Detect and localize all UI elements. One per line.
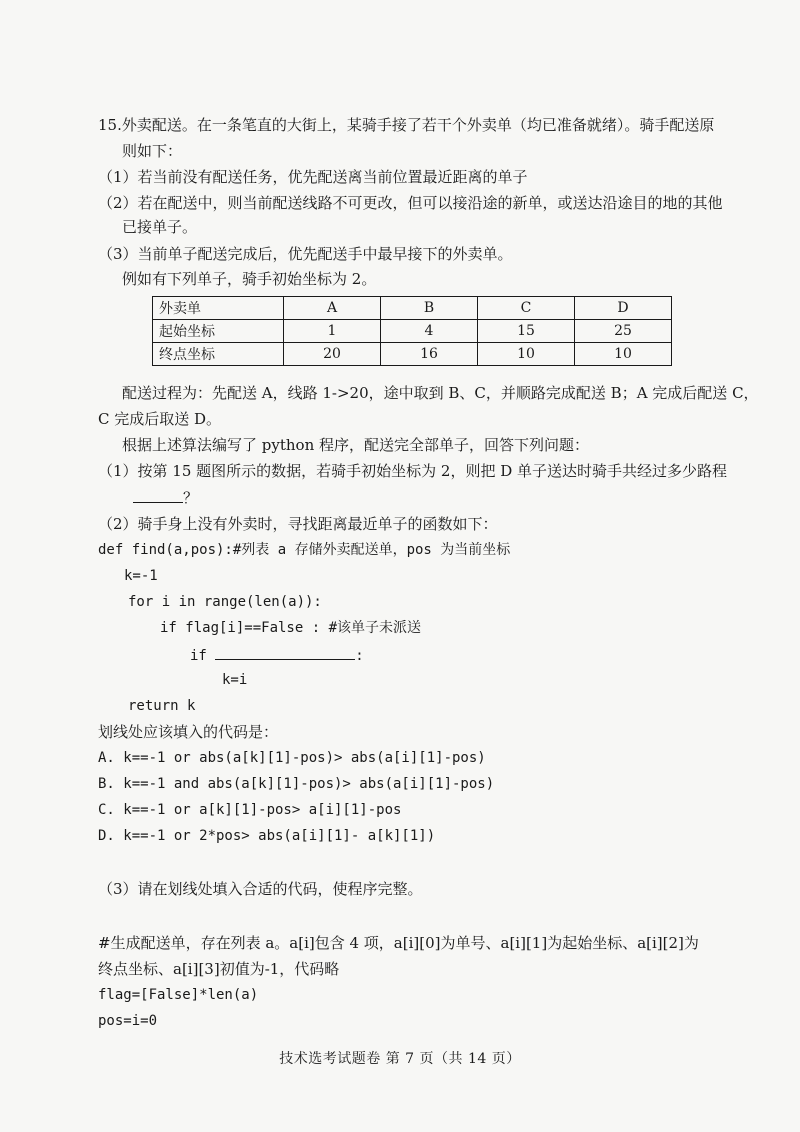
process-intro: 根据上述算法编写了 python 程序，配送完全部单子，回答下列问题： xyxy=(122,436,589,454)
table-cell: C xyxy=(478,297,575,320)
q3-text: （3）请在划线处填入合适的代码，使程序完整。 xyxy=(98,880,423,898)
table-cell: A xyxy=(284,297,381,320)
table-row xyxy=(153,320,672,343)
example-intro: 例如有下列单子，骑手初始坐标为 2。 xyxy=(122,270,377,288)
code-for-line: for i in range(len(a)): xyxy=(128,594,322,610)
code-flag-init: flag=[False]*len(a) xyxy=(98,987,259,1003)
orders-table xyxy=(152,296,672,366)
code-def-line: def find(a,pos):#列表 a 存储外卖配送单，pos 为当前坐标 xyxy=(98,542,511,558)
q2-text: （2）骑手身上没有外卖时，寻找距离最近单子的函数如下： xyxy=(98,515,498,533)
table-cell: B xyxy=(381,297,478,320)
option-b[interactable]: B. k==-1 and abs(a[k][1]-pos)> abs(a[i][1]-pos) xyxy=(98,776,495,792)
table-cell: 16 xyxy=(381,343,478,366)
page-footer: 技术选考试题卷 第 7 页（共 14 页） xyxy=(279,1051,521,1067)
q1-text: （1）按第 15 题图所示的数据，若骑手初始坐标为 2，则把 D 单子送达时骑手共经过多少路程 xyxy=(98,462,728,480)
code-k-assign: k=i xyxy=(222,672,248,688)
table-cell: 4 xyxy=(381,320,478,343)
rule-2: （2）若在配送中，则当前配送线路不可更改，但可以接沿途的新单，或送达沿途目的地的其他 xyxy=(98,194,723,212)
q3-comment-1: #生成配送单，存在列表 a。a[i]包含 4 项，a[i][0]为单号、a[i][1]为起始坐标、a[i][2]为 xyxy=(98,934,699,952)
option-a[interactable]: A. k==-1 or abs(a[k][1]-pos)> abs(a[i][1]-pos) xyxy=(98,750,486,766)
table-cell: D xyxy=(575,297,672,320)
q1-suffix: ？ xyxy=(183,489,199,507)
option-d[interactable]: D. k==-1 or 2*pos> abs(a[i][1]- a[k][1]) xyxy=(98,828,436,844)
table-cell: 15 xyxy=(478,320,575,343)
table-cell: 25 xyxy=(575,320,672,343)
code-if-flag: if flag[i]==False : #该单子未派送 xyxy=(160,620,422,636)
q1-answer-line xyxy=(133,486,198,509)
table-cell: 外卖单 xyxy=(153,297,284,320)
process-line-1: 配送过程为：先配送 A，线路 1->20，途中取到 B、C，并顺路完成配送 B；A 完成后配送 C， xyxy=(122,384,759,402)
table-cell: 终点坐标 xyxy=(153,343,284,366)
code-k-init: k=-1 xyxy=(124,568,158,584)
table-header-row xyxy=(153,297,672,320)
code-if-suffix: : xyxy=(355,648,364,664)
q3-comment-2: 终点坐标、a[i][3]初值为-1，代码略 xyxy=(98,960,340,978)
option-c[interactable]: C. k==-1 or a[k][1]-pos> a[i][1]-pos xyxy=(98,802,402,818)
q2-prompt: 划线处应该填入的代码是： xyxy=(98,723,279,741)
rule-3: （3）当前单子配送完成后，优先配送手中最早接下的外卖单。 xyxy=(98,245,513,263)
table-row xyxy=(153,343,672,366)
code-if-prefix: if xyxy=(190,648,207,664)
table-cell: 起始坐标 xyxy=(153,320,284,343)
code-if-blank-line xyxy=(190,643,364,667)
rule-2-cont: 已接单子。 xyxy=(122,218,198,236)
q1-answer-blank[interactable] xyxy=(133,486,183,503)
table-cell: 20 xyxy=(284,343,381,366)
question-title: 15.外卖配送。在一条笔直的大街上，某骑手接了若干个外卖单（均已准备就绪）。骑手配送原 xyxy=(98,116,715,134)
table-cell: 1 xyxy=(284,320,381,343)
rule-1: （1）若当前没有配送任务，优先配送离当前位置最近距离的单子 xyxy=(98,168,528,186)
question-title-cont: 则如下： xyxy=(122,142,183,160)
code-if-blank[interactable] xyxy=(215,643,355,660)
code-return: return k xyxy=(128,698,196,714)
code-pos-init: pos=i=0 xyxy=(98,1013,158,1029)
table-cell: 10 xyxy=(575,343,672,366)
table-cell: 10 xyxy=(478,343,575,366)
process-line-2: C 完成后取送 D。 xyxy=(98,410,222,428)
